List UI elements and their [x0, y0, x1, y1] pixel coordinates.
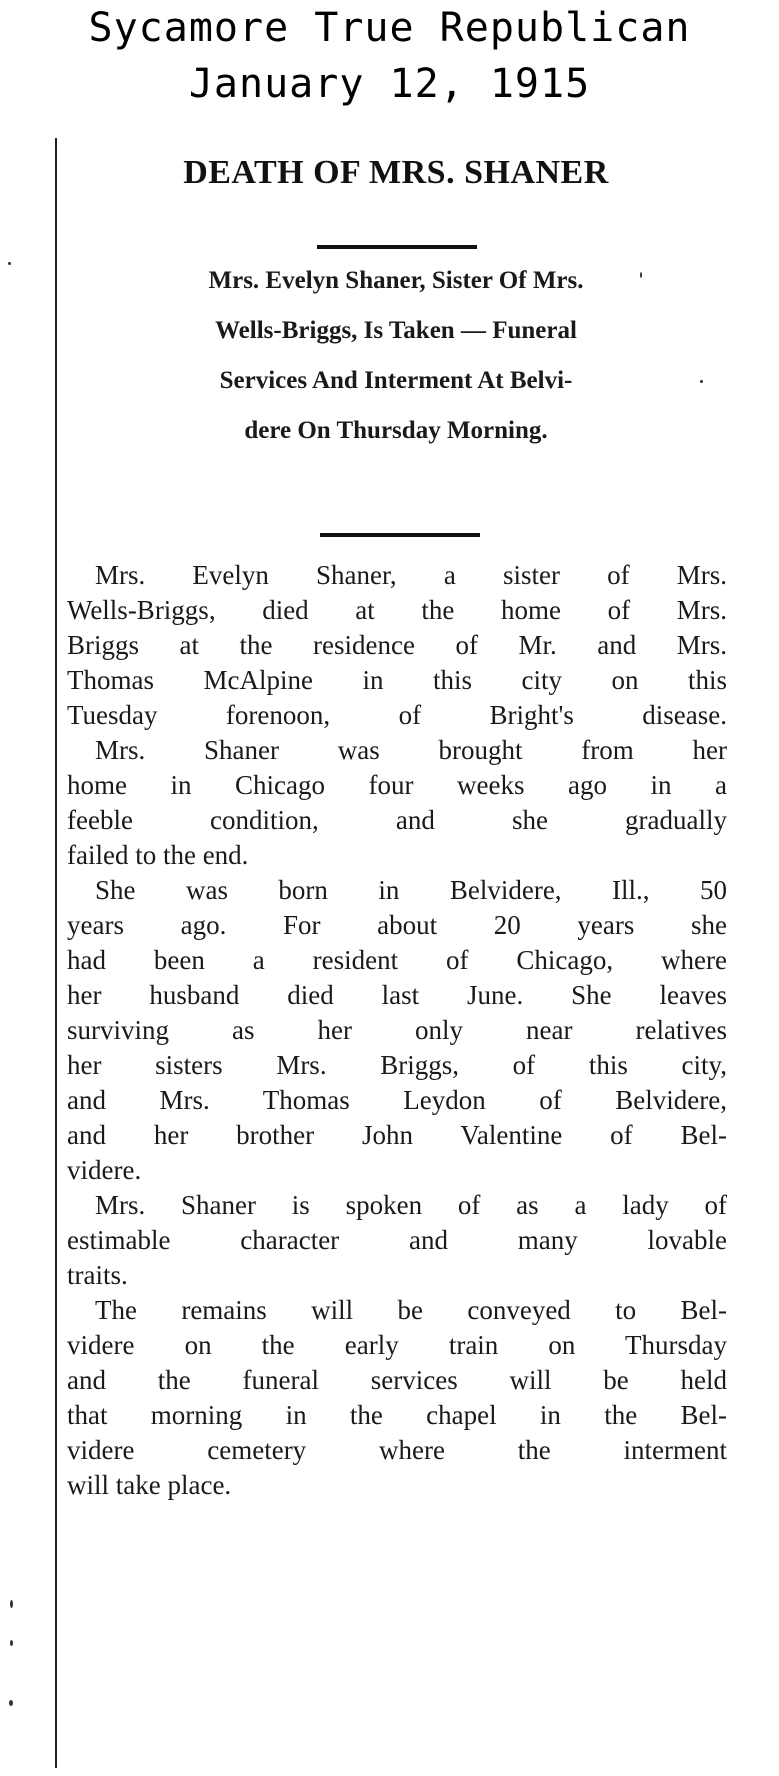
- paragraph: [67, 733, 727, 873]
- publication-name: Sycamore True Republican: [88, 5, 691, 51]
- text-line: and the funeral services will be held: [67, 1365, 727, 1395]
- paragraph: [67, 873, 727, 1188]
- scan-speck: [9, 1700, 13, 1706]
- article-body: [67, 558, 727, 1503]
- text-line: Wells-Briggs, died at the home of Mrs.: [67, 595, 727, 625]
- paragraph: [67, 1188, 727, 1293]
- deck-divider: [320, 533, 480, 537]
- text-line: Briggs at the residence of Mr. and Mrs.: [67, 630, 727, 660]
- text-line: Mrs. Evelyn Shaner, a sister of Mrs.: [95, 560, 727, 590]
- text-line: failed to the end.: [67, 840, 249, 870]
- scan-speck: [640, 272, 642, 278]
- text-line: surviving as her only near relatives: [67, 1015, 727, 1045]
- paragraph: [67, 1293, 727, 1503]
- text-line: and Mrs. Thomas Leydon of Belvidere,: [67, 1085, 727, 1115]
- text-line: will take place.: [67, 1470, 232, 1500]
- text-line: that morning in the chapel in the Bel-: [67, 1400, 727, 1430]
- text-line: She was born in Belvidere, Ill., 50: [95, 875, 727, 905]
- paragraph: [67, 558, 727, 733]
- text-line: Thomas McAlpine in this city on this: [67, 665, 727, 695]
- scan-speck: [700, 380, 703, 383]
- scan-speck: [10, 1640, 13, 1646]
- text-line: home in Chicago four weeks ago in a: [67, 770, 727, 800]
- text-line: The remains will be conveyed to Bel-: [95, 1295, 727, 1325]
- text-line: videre on the early train on Thursday: [67, 1330, 727, 1360]
- text-line: estimable character and many lovable: [67, 1225, 727, 1255]
- text-line: had been a resident of Chicago, where: [67, 945, 727, 975]
- text-line: feeble condition, and she gradually: [67, 805, 727, 835]
- article-headline: DEATH OF MRS. SHANER: [183, 154, 609, 191]
- deck-line: dere On Thursday Morning.: [244, 417, 548, 444]
- text-line: years ago. For about 20 years she: [67, 910, 727, 940]
- deck-line: Mrs. Evelyn Shaner, Sister Of Mrs.: [208, 267, 584, 294]
- newspaper-clipping: [55, 138, 735, 1768]
- text-line: videre.: [67, 1155, 142, 1185]
- text-line: Mrs. Shaner is spoken of as a lady of: [95, 1190, 727, 1220]
- publication-date: January 12, 1915: [188, 61, 591, 107]
- text-line: traits.: [67, 1260, 128, 1290]
- article-deck: [57, 256, 735, 456]
- source-header: [0, 0, 779, 112]
- text-line: her sisters Mrs. Briggs, of this city,: [67, 1050, 727, 1080]
- text-line: her husband died last June. She leaves: [67, 980, 727, 1010]
- deck-line: Wells-Briggs, Is Taken — Funeral: [215, 317, 577, 344]
- scan-speck: [8, 262, 11, 265]
- text-line: Tuesday forenoon, of Bright's disease.: [67, 700, 727, 730]
- deck-line: Services And Interment At Belvi-: [219, 367, 573, 394]
- scan-speck: [10, 1600, 13, 1608]
- headline-divider: [317, 245, 477, 249]
- text-line: Mrs. Shaner was brought from her: [95, 735, 727, 765]
- text-line: and her brother John Valentine of Bel-: [67, 1120, 727, 1150]
- text-line: videre cemetery where the interment: [67, 1435, 727, 1465]
